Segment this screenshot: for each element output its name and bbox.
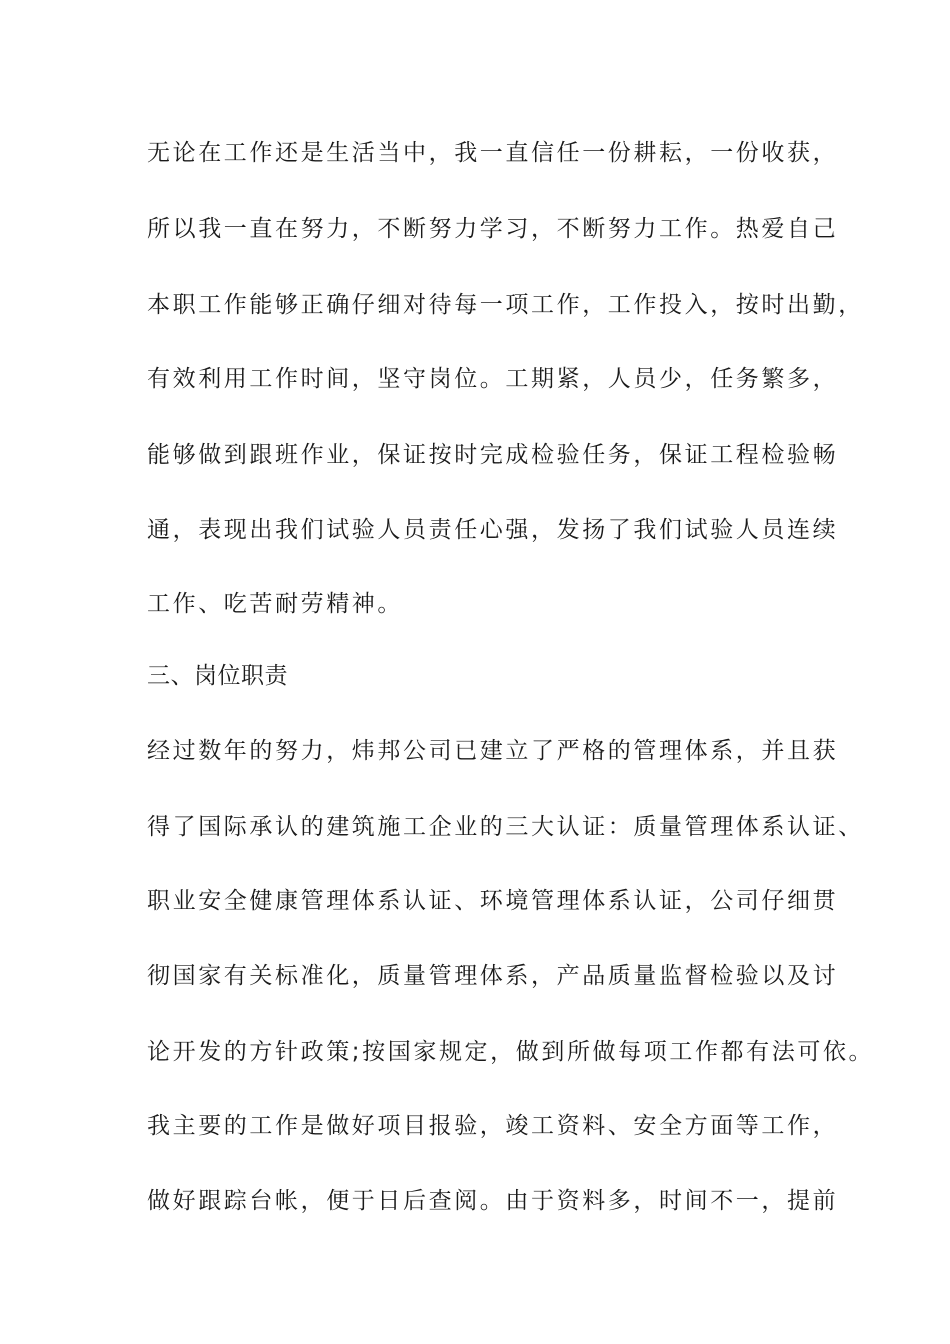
paragraph-line: 无论在工作还是生活当中，我一直信任一份耕耘，一份收获， (147, 140, 839, 166)
paragraph-line: 有效利用工作时间，坚守岗位。工期紧，人员少，任务繁多， (147, 366, 839, 392)
paragraph-line: 得了国际承认的建筑施工企业的三大认证：质量管理体系认证、 (147, 814, 864, 840)
paragraph-line: 彻国家有关标准化，质量管理体系，产品质量监督检验以及讨 (147, 963, 839, 989)
paragraph-line: 工作、吃苦耐劳精神。 (147, 591, 403, 617)
paragraph-line: 通，表现出我们试验人员责任心强，发扬了我们试验人员连续 (147, 517, 839, 543)
paragraph-line: 论开发的方针政策;按国家规定，做到所做每项工作都有法可依。 (147, 1039, 875, 1065)
paragraph-line: 所以我一直在努力，不断努力学习，不断努力工作。热爱自己 (147, 216, 839, 242)
paragraph-line: 做好跟踪台帐，便于日后查阅。由于资料多，时间不一，提前 (147, 1188, 839, 1214)
section-heading: 三、岗位职责 (147, 663, 288, 689)
paragraph-line: 职业安全健康管理体系认证、环境管理体系认证，公司仔细贯 (147, 888, 839, 914)
paragraph-line: 我主要的工作是做好项目报验，竣工资料、安全方面等工作， (147, 1113, 839, 1139)
paragraph-line: 本职工作能够正确仔细对待每一项工作，工作投入，按时出勤， (147, 292, 864, 318)
paragraph-line: 经过数年的努力，炜邦公司已建立了严格的管理体系，并且获 (147, 738, 839, 764)
paragraph-line: 能够做到跟班作业，保证按时完成检验任务，保证工程检验畅 (147, 442, 839, 468)
